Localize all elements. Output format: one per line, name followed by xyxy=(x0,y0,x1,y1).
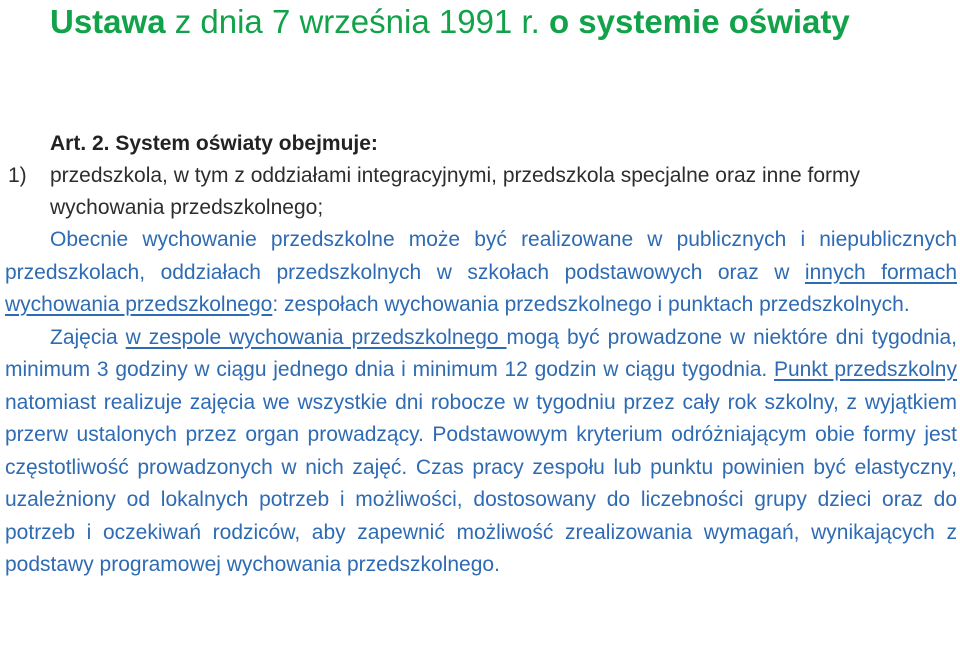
commentary xyxy=(5,224,957,582)
paragraph1-text-b: : zespołach wychowania przedszkolnego i punktach przedszkolnych. xyxy=(272,293,910,316)
paragraph2-text-b: mogą być prowadzone w niektóre dni tygodnia, minimum 3 godziny w ciągu jednego dnia i minimum 12 godzin w ciągu tygodnia. xyxy=(5,325,957,381)
article-heading: Art. 2. System oświaty obejmuje: xyxy=(50,132,378,155)
link-preschool-team[interactable]: w zespole wychowania przedszkolnego xyxy=(125,325,507,349)
point-text: przedszkola, w tym z oddziałami integracyjnymi, przedszkola specjalne oraz inne formy wychowania przedszkolnego; xyxy=(50,164,860,219)
article-point xyxy=(8,160,930,224)
link-preschool-point[interactable]: Punkt przedszkolny xyxy=(774,358,957,381)
slide-title xyxy=(50,0,850,44)
commentary-paragraph-1 xyxy=(5,224,957,322)
title-part-subject: o systemie oświaty xyxy=(548,3,850,40)
slide-content xyxy=(0,128,960,582)
paragraph2-text-a: Zajęcia xyxy=(50,325,126,349)
paragraph1-text-a: Obecnie wychowanie przedszkolne może być realizowane w publicznych i niepublicznych przedszkolach, oddziałach przedszkolnych w szkołach podstawowych oraz w xyxy=(5,228,957,284)
paragraph2-text-c: natomiast realizuje zajęcia we wszystkie dni robocze w tygodniu przez cały rok szkolny, z wyjątkiem przerw ustalonych przez organ prowadzący. Podstawowym kryterium odróżniającym obie formy jest częstotliwość prowadzonych w nich zajęć. Czas pracy zespołu lub punktu powinien być elastyczny, uzależniony od lokalnych potrzeb i możliwości, dostosowany do liczebności grupy dzieci oraz do potrzeb i oczekiwań rodziców, aby zapewnić możliwość zrealizowania wymagań, wynikających z podstawy programowej wychowania przedszkolnego. xyxy=(5,390,957,576)
title-part-date: z dnia 7 września 1991 r. xyxy=(165,3,549,40)
title-part-act: Ustawa xyxy=(50,3,166,40)
point-number: 1) xyxy=(8,164,27,187)
commentary-paragraph-2 xyxy=(5,322,957,582)
link-other-forms[interactable]: innych formach wychowania przedszkolnego xyxy=(5,260,957,316)
